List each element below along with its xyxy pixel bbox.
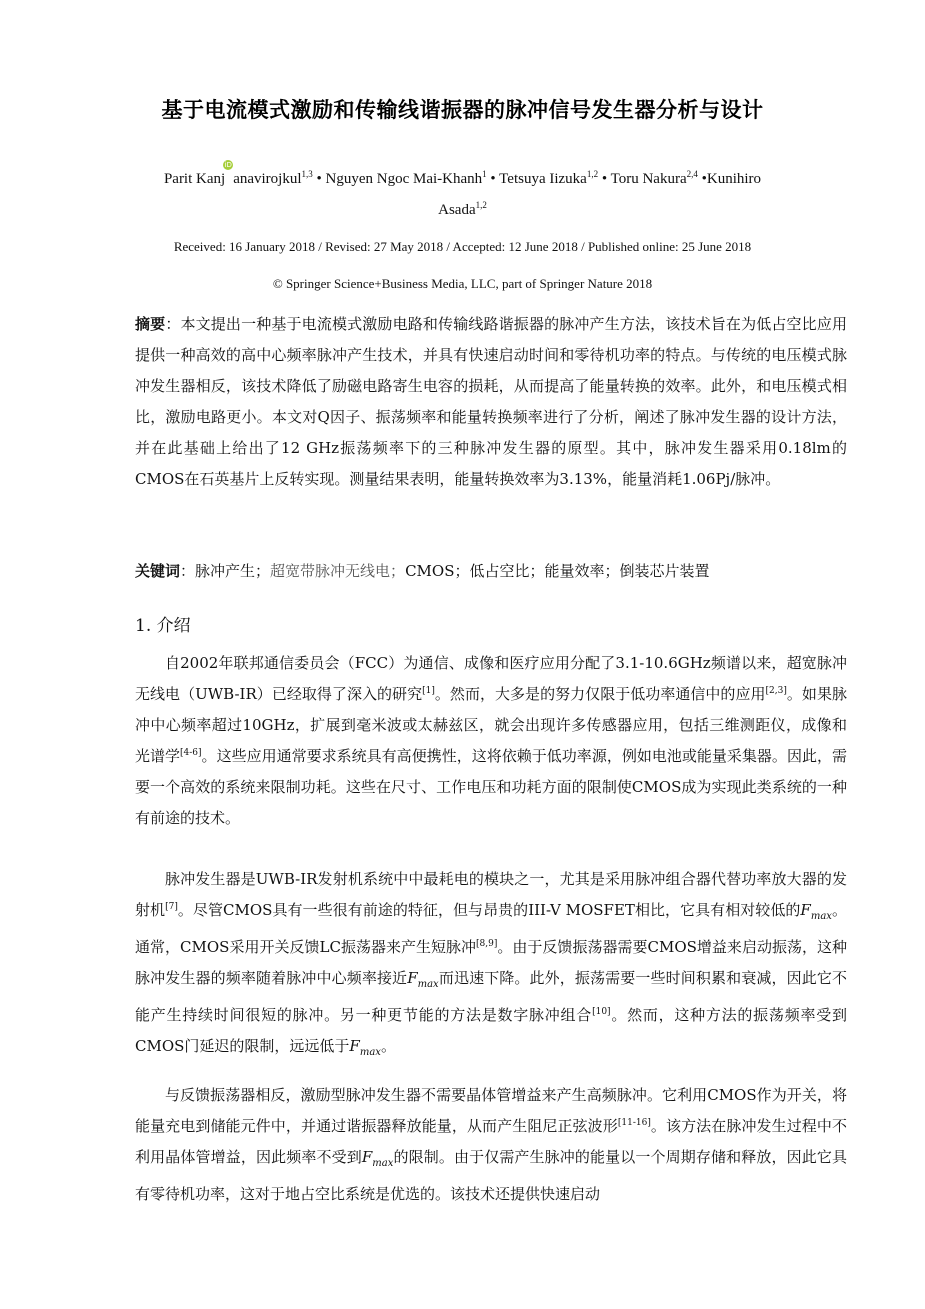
abstract-text: ：本文提出一种基于电流模式激励电路和传输线路谐振器的脉冲产生方法，该技术旨在为低占空比应用提供一种高效的高中心频率脉冲产生技术，并具有快速启动时间和零待机功率的特点。与传统的电压模式脉冲发生器相反，该技术降低了励磁电路寄生电容的损耗，从而提高了能量转换的效率。此外，和电压模式相比，激励电路更小。本文对Q因子、振荡频率和能量转换频率进行了分析，阐述了脉冲发生器的设计方法，并在此基础上给出了12 GHz振荡频率下的三种脉冲发生器的原型。其中，脉冲发生器采用0.18lm的CMOS在石英基片上反转实现。测量结果表明，能量转换效率为3.13%，能量消耗1.06Pj/脉冲。 — [135, 315, 847, 488]
copyright-notice: © Springer Science+Business Media, LLC, part of Springer Nature 2018 — [272, 276, 653, 291]
author-list — [140, 161, 785, 226]
keyword: 脉冲产生； — [195, 562, 271, 580]
paper-title: 基于电流模式激励和传输线谐振器的脉冲信号发生器分析与设计 — [161, 98, 764, 122]
citation-ref[interactable]: [4-6] — [180, 748, 202, 758]
author-3: Tetsuya Iizuka$^{1,2}$ — [499, 169, 599, 187]
math-fmax: $F_{max}$ — [349, 1037, 381, 1058]
author-separator: • — [316, 171, 322, 187]
keywords: 关键词：脉冲产生；超宽带脉冲无线电；CMOS；低占空比；能量效率；倒装芯片装置 — [135, 562, 710, 580]
author-2: Nguyen Ngoc Mai-Khanh$^1$ — [325, 169, 487, 187]
section-title: 介绍 — [156, 616, 191, 636]
orcid-icon[interactable]: iD — [224, 161, 232, 169]
author-separator: • — [601, 171, 608, 187]
keyword: CMOS；低占空比；能量效率；倒装芯片装置 — [405, 562, 710, 580]
citation-ref[interactable]: [7] — [165, 902, 178, 912]
author-4: Toru Nakura$^{2,4}$ — [610, 169, 698, 187]
author-separator: • — [490, 171, 496, 187]
math-fmax: $F_{max}$ — [800, 901, 832, 922]
math-fmax: $F_{max}$ — [361, 1148, 394, 1169]
section-heading — [135, 612, 191, 640]
citation-ref[interactable]: [2,3] — [765, 686, 787, 696]
publication-dates: Received: 16 January 2018 / Revised: 27 May 2018 / Accepted: 12 June 2018 / Published online: 25 June 2018 — [173, 239, 752, 254]
citation-ref[interactable]: [11-16] — [617, 1118, 651, 1128]
citation-ref[interactable]: [1] — [422, 686, 435, 696]
author-1: Parit KanjiDanavirojkul$^{1,3}$ — [163, 161, 313, 187]
keywords-label: 关键词 — [135, 562, 181, 580]
author-separator: • — [701, 171, 707, 187]
math-fmax: $F_{max}$ — [407, 969, 439, 990]
citation-ref[interactable]: [10] — [592, 1007, 611, 1017]
section-number: 1. — [135, 616, 152, 636]
author-5: Kunihiro Asada$^{1,2}$ — [438, 171, 762, 218]
abstract-label: 摘要 — [135, 315, 166, 333]
body-paragraph-3: 与反馈振荡器相反，激励型脉冲发生器不需要晶体管增益来产生高频脉冲。它利用CMOS作为开关，将能量充电到储能元件中，并通过谐振器释放能量，从而产生阻尼正弦波形[11-16]。该方法在脉冲发生过程中不利用晶体管增益，因此频率不受到$F_{max}$的限制。由于仅需产生脉冲的能量以一个周期存储和释放，因此它具有零待机功率，这对于地占空比系统是优选的。该技术还提供快速启动 — [135, 1086, 847, 1203]
body-paragraph-1: 自2002年联邦通信委员会（FCC）为通信、成像和医疗应用分配了3.1-10.6GHz频谱以来，超宽脉冲无线电（UWB-IR）已经取得了深入的研究[1]。然而，大多是的努力仅限于低功率通信中的应用[2,3]。如果脉冲中心频率超过10GHz，扩展到毫米波或太赫兹区，就会出现许多传感器应用，包括三维测距仪，成像和光谱学[4-6]。这些应用通常要求系统具有高便携性，这将依赖于低功率源，例如电池或能量采集器。因此，需要一个高效的系统来限制功耗。这些在尺寸、工作电压和功耗方面的限制使CMOS成为实现此类系统的一种有前途的技术。 — [135, 654, 847, 827]
abstract — [135, 309, 847, 495]
body-paragraph-2: 脉冲发生器是UWB-IR发射机系统中中最耗电的模块之一，尤其是采用脉冲组合器代替功率放大器的发射机[7]。尽管CMOS具有一些很有前途的特征，但与昂贵的III-V MOSFET相比，它具有相对较低的$F_{max}$。通常，CMOS采用开关反馈LC振荡器来产生短脉冲[8,9]。由于反馈振荡器需要CMOS增益来启动振荡，这种脉冲发生器的频率随着脉冲中心频率接近$F_{max}$而迅速下降。此外，振荡需要一些时间积累和衰减，因此它不能产生持续时间很短的脉冲。另一种更节能的方法是数字脉冲组合[10]。然而，这种方法的振荡频率受到CMOS门延迟的限制，远远低于$F_{max}$。 — [135, 870, 847, 1058]
citation-ref[interactable]: [8,9] — [476, 939, 498, 949]
keyword: 超宽带脉冲无线电； — [270, 562, 406, 580]
